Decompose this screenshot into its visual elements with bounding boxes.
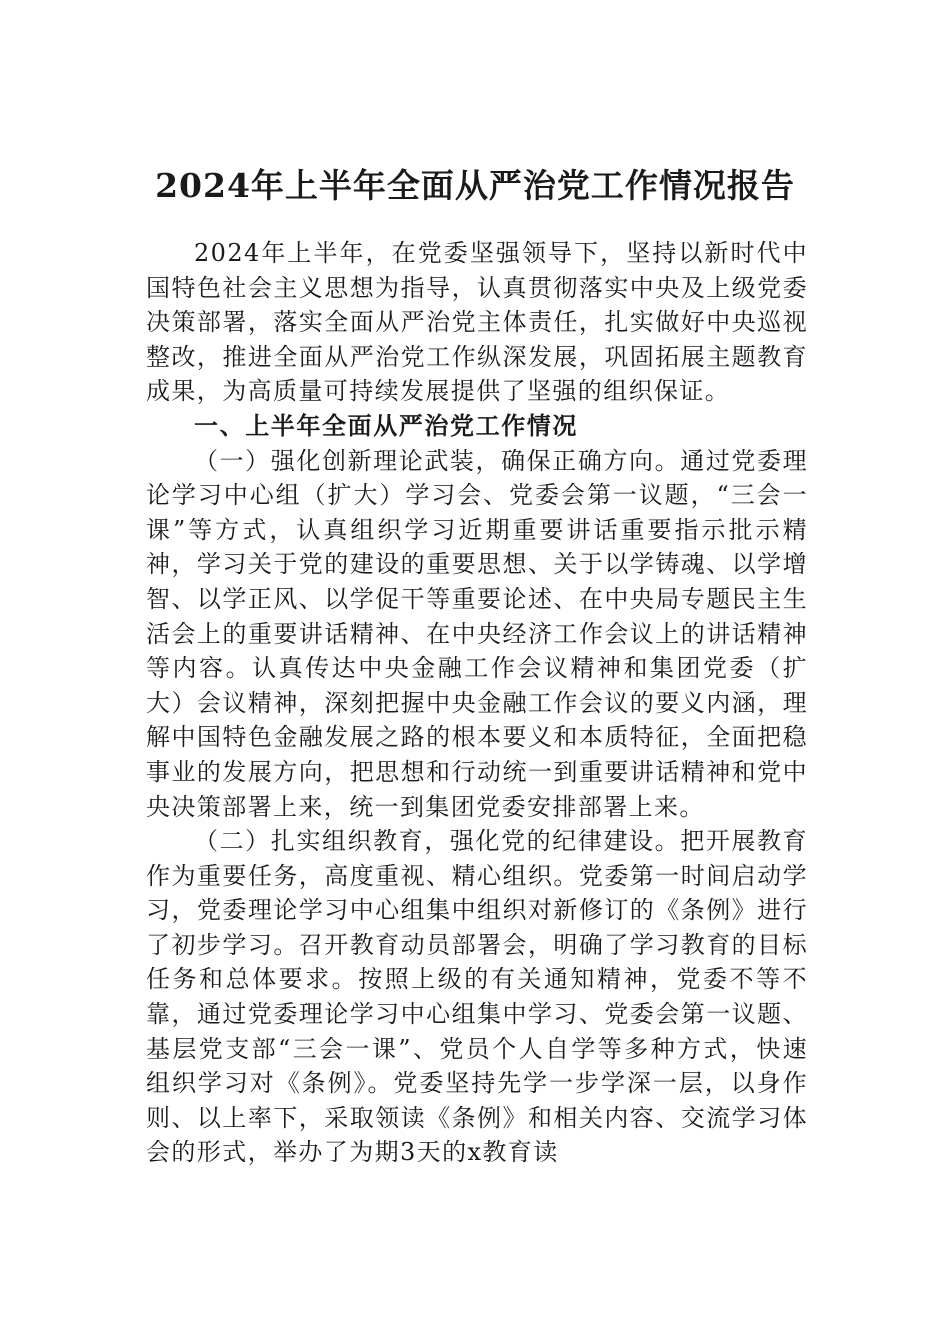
document-title: 2024年上半年全面从严治党工作情况报告 [155,166,795,205]
intro-paragraph: 2024年上半年，在党委坚强领导下，坚持以新时代中国特色社会主义思想为指导，认真贯彻落实中央及上级党委决策部署，落实全面从严治党主体责任，扎实做好中央巡视整改，推进全面从严治党工作纵深发展，巩固拓展主题教育成果，为高质量可持续发展提供了坚强的组织保证。 [146,239,808,406]
section-item-2-text: 把开展教育作为重要任务，高度重视、精心组织。党委第一时间启动学习，党委理论学习中心组集中组织对新修订的《条例》进行了初步学习。召开教育动员部署会，明确了学习教育的目标任务和总体要求。按照上级的有关通知精神，党委不等不靠，通过党委理论学习中心组集中学习、党委会第一议题、基层党支部“三会一课”、党员个人自学等多种方式，快速组织学习对《条例》。党委坚持先学一步学深一层，以身作则、以上率下，采取领读《条例》和相关内容、交流学习体会的形式，举办了为期3天的x教育读 [146,827,808,1167]
document-body [146,236,808,1170]
section-item-2-lead: （二）扎实组织教育，强化党的纪律建设。 [194,827,681,856]
section-item-1 [146,444,808,825]
section-heading: 一、上半年全面从严治党工作情况 [194,411,578,440]
section-item-2 [146,824,808,1170]
section-item-1-text: 通过党委理论学习中心组（扩大）学习会、党委会第一议题，“三会一课”等方式，认真组织学习近期重要讲话重要指示批示精神，学习关于党的建设的重要思想、关于以学铸魂、以学增智、以学正风、以学促干等重要论述、在中央局专题民主生活会上的重要讲话精神、在中央经济工作会议上的讲话精神等内容。认真传达中央金融工作会议精神和集团党委（扩大）会议精神，深刻把握中央金融工作会议的要义内涵，理解中国特色金融发展之路的根本要义和本质特征，全面把稳事业的发展方向，把思想和行动统一到重要讲话精神和党中央决策部署上来，统一到集团党委安排部署上来。 [146,446,808,821]
section-item-1-lead: （一）强化创新理论武装，确保正确方向。 [194,446,681,475]
